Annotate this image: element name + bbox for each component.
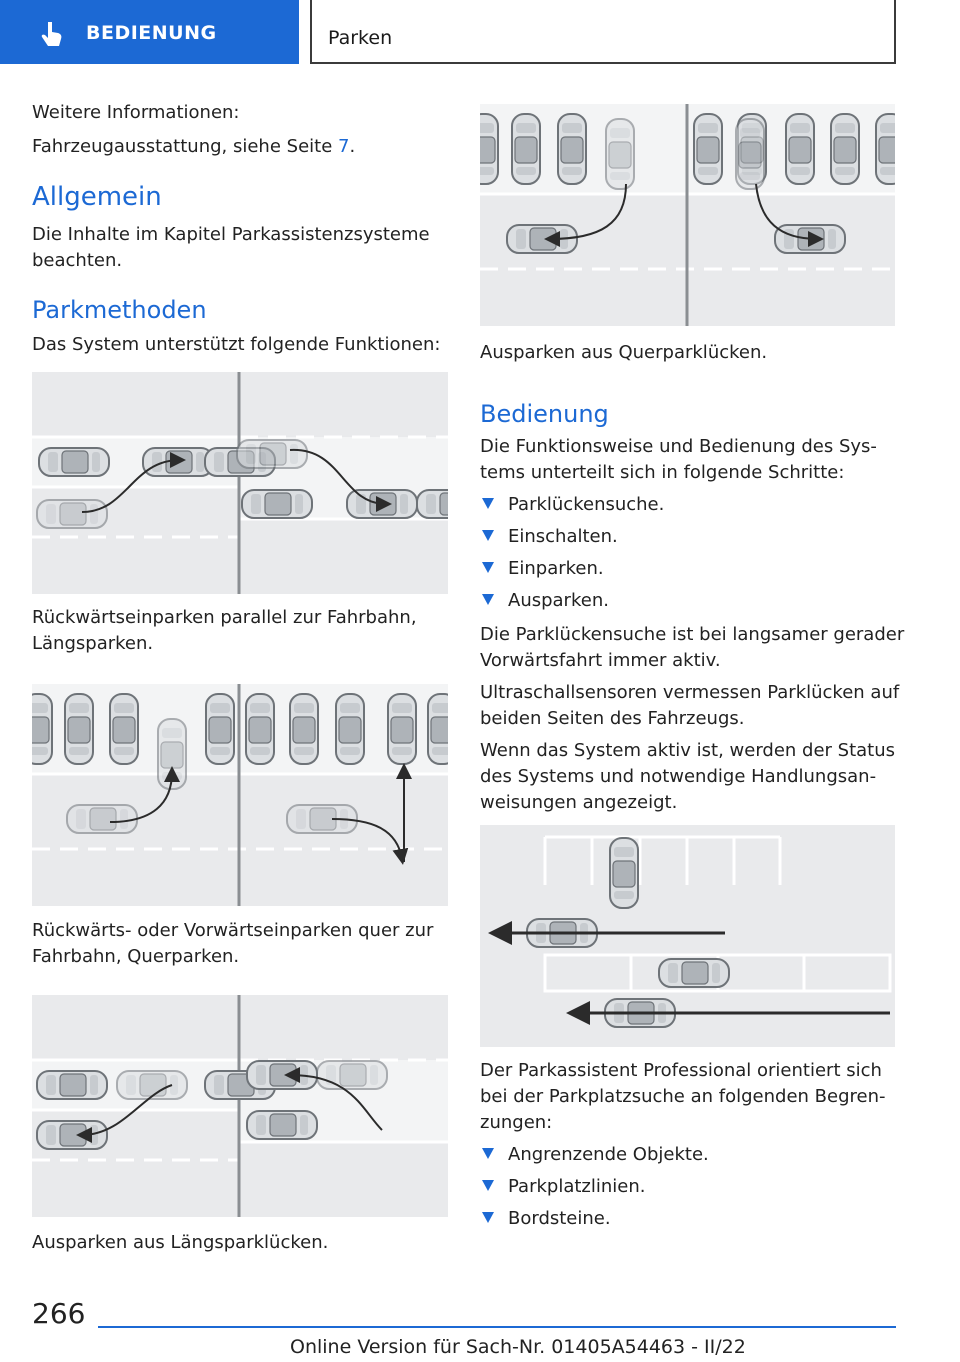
paragraph-2-line-1: Ultraschallsensoren vermessen Parklücken auf [480,682,900,703]
figure-parking-search [480,825,895,1047]
caption-parallel-2: Längsparken. [32,633,154,654]
info-reference-suffix: . [349,136,356,157]
paragraph-4-line-1: Der Parkassistent Professional orientiert sich [480,1060,882,1081]
bullet-triangle-icon [482,1212,494,1223]
parkmethoden-text: Das System unterstützt folgende Funktionen: [32,334,441,355]
bullet-triangle-icon [482,562,494,573]
list-item [482,1206,611,1232]
allgemein-text-2: beachten. [32,250,123,271]
figure-parallel-parking [32,372,448,594]
caption-perpendicular-1: Rückwärts- oder Vorwärtseinparken quer zur [32,920,434,941]
paragraph-3-line-1: Wenn das System aktiv ist, werden der Status [480,740,896,761]
figure-exit-perpendicular [480,104,895,326]
heading-allgemein: Allgemein [32,182,162,212]
list-item-label: Parklückensuche. [508,494,665,515]
list-item-label: Einparken. [508,558,604,579]
bullet-triangle-icon [482,498,494,509]
paragraph-3-line-2: des Systems und notwendige Handlungsan- [480,766,877,787]
info-reference [32,134,355,160]
paragraph-1-line-2: Vorwärtsfahrt immer aktiv. [480,650,721,671]
figure-perpendicular-parking [32,684,448,906]
section-label: BEDIENUNG [86,22,217,44]
bullet-triangle-icon [482,594,494,605]
paragraph-4-line-2: bei der Parkplatzsuche an folgenden Begren- [480,1086,886,1107]
list-item-label: Ausparken. [508,590,609,611]
paragraph-1-line-1: Die Parklückensuche ist bei langsamer gerader [480,624,905,645]
list-item [482,1174,645,1200]
list-item-label: Bordsteine. [508,1208,611,1229]
bedienung-text-1: Die Funktionsweise und Bedienung des Sys- [480,436,877,457]
paragraph-3-line-3: weisungen angezeigt. [480,792,678,813]
page-link[interactable]: 7 [338,136,350,157]
chapter-title: Parken [328,27,393,49]
list-item [482,1142,709,1168]
caption-parallel-1: Rückwärtseinparken parallel zur Fahrbahn, [32,607,417,628]
list-item-label: Parkplatzlinien. [508,1176,646,1197]
list-item-label: Angrenzende Objekte. [508,1144,709,1165]
page-number: 266 [32,1297,86,1330]
heading-bedienung: Bedienung [480,400,609,428]
list-item-label: Einschalten. [508,526,618,547]
bullet-triangle-icon [482,530,494,541]
footer-online-version: Online Version für Sach-Nr. 01405A54463 - II/22 [290,1336,746,1358]
list-item [482,492,664,518]
allgemein-text-1: Die Inhalte im Kapitel Parkassistenzsysteme [32,224,430,245]
footer-divider [98,1326,896,1328]
info-line: Weitere Informationen: [32,102,240,123]
info-reference-text: Fahrzeugausstattung, siehe Seite [32,136,338,157]
list-item [482,588,609,614]
caption-exit-parallel: Ausparken aus Längsparklücken. [32,1232,329,1253]
caption-perpendicular-2: Fahrbahn, Querparken. [32,946,240,967]
pointing-hand-icon [38,20,66,48]
bedienung-text-2: tems unterteilt sich in folgende Schritte: [480,462,845,483]
paragraph-2-line-2: beiden Seiten des Fahrzeugs. [480,708,745,729]
chapter-header [310,0,896,64]
list-item [482,524,618,550]
bullet-triangle-icon [482,1148,494,1159]
figure-exit-parallel [32,995,448,1217]
heading-parkmethoden: Parkmethoden [32,296,207,324]
list-item [482,556,604,582]
bullet-triangle-icon [482,1180,494,1191]
section-tab[interactable] [0,0,299,64]
caption-exit-perpendicular: Ausparken aus Querparklücken. [480,342,768,363]
paragraph-4-line-3: zungen: [480,1112,553,1133]
